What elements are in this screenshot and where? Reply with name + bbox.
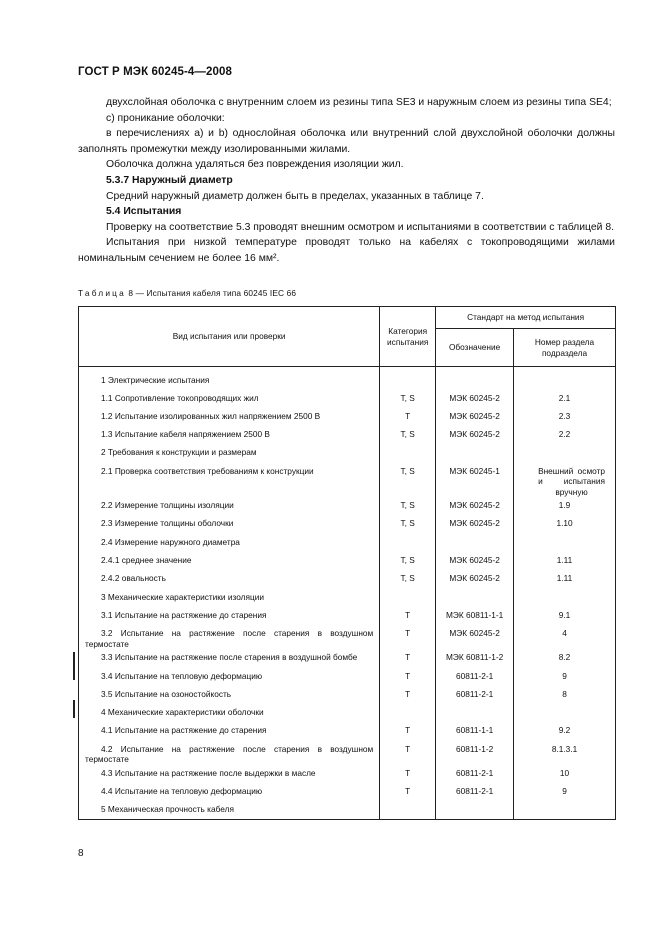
section-cell: 1.9 bbox=[514, 497, 616, 515]
section-cell: 1.11 bbox=[514, 552, 616, 570]
table-row bbox=[79, 625, 616, 649]
category-cell bbox=[380, 534, 436, 552]
section-cell bbox=[514, 801, 616, 819]
table-caption bbox=[78, 288, 296, 298]
designation-cell: МЭК 60245-2 bbox=[436, 497, 514, 515]
category-cell: T bbox=[380, 607, 436, 625]
test-name-cell: 3.1 Испытание на растяжение до старения bbox=[79, 607, 380, 625]
header-designation: Обозначение bbox=[436, 329, 514, 367]
test-name-cell: 4 Механические характеристики оболочки bbox=[79, 704, 380, 722]
section-cell: 9 bbox=[514, 668, 616, 686]
margin-change-mark bbox=[73, 652, 75, 680]
category-cell: T, S bbox=[380, 426, 436, 444]
header-test-name: Вид испытания или проверки bbox=[79, 307, 380, 367]
designation-cell: МЭК 60245-2 bbox=[436, 426, 514, 444]
body-text bbox=[78, 95, 615, 267]
test-name-cell: 2.4 Измерение наружного диаметра bbox=[79, 534, 380, 552]
test-name-cell: 4.1 Испытание на растяжение до старения bbox=[79, 722, 380, 740]
designation-cell bbox=[436, 589, 514, 607]
table-row bbox=[79, 408, 616, 426]
designation-cell: 60811-2-1 bbox=[436, 783, 514, 801]
paragraph: Испытания при низкой температуре проводят только на кабелях с токопроводящими жилами номинальным сечением не более 16 мм². bbox=[78, 237, 615, 264]
section-cell: 9 bbox=[514, 783, 616, 801]
paragraph: Средний наружный диаметр должен быть в пределах, указанных в таблице 7. bbox=[106, 190, 484, 202]
category-cell: T bbox=[380, 649, 436, 667]
paragraph: Оболочка должна удаляться без повреждения изоляции жил. bbox=[106, 159, 404, 171]
header-section: Номер раздела подраздела bbox=[514, 329, 616, 367]
caption-text: 8 — Испытания кабеля типа 60245 IEC 66 bbox=[128, 288, 297, 298]
section-cell: 4 bbox=[514, 625, 616, 649]
designation-cell bbox=[436, 534, 514, 552]
section-cell: 8 bbox=[514, 686, 616, 704]
category-cell: T, S bbox=[380, 497, 436, 515]
category-cell: T, S bbox=[380, 515, 436, 533]
test-name-cell: 5 Механическая прочность кабеля bbox=[79, 801, 380, 819]
table-row bbox=[79, 668, 616, 686]
category-cell bbox=[380, 444, 436, 462]
header-standard: Стандарт на метод испытания bbox=[436, 307, 616, 329]
table-row bbox=[79, 765, 616, 783]
table-row bbox=[79, 367, 616, 390]
category-cell: T bbox=[380, 686, 436, 704]
designation-cell: МЭК 60245-2 bbox=[436, 408, 514, 426]
test-name-cell: 2.1 Проверка соответствия требованиям к конструкции bbox=[79, 463, 380, 498]
test-name-cell: 4.4 Испытание на тепловую деформацию bbox=[79, 783, 380, 801]
category-cell bbox=[380, 589, 436, 607]
table-row bbox=[79, 722, 616, 740]
designation-cell bbox=[436, 704, 514, 722]
section-cell: 9.1 bbox=[514, 607, 616, 625]
test-name-cell: 1.2 Испытание изолированных жил напряжением 2500 В bbox=[79, 408, 380, 426]
category-cell: T bbox=[380, 722, 436, 740]
document-header: ГОСТ Р МЭК 60245-4—2008 bbox=[78, 66, 232, 78]
paragraph: двухслойная оболочка с внутренним слоем из резины типа SE3 и наружным слоем из резины типа SE4; bbox=[106, 97, 612, 108]
section-heading: 5.3.7 Наружный диаметр bbox=[106, 174, 233, 186]
category-cell: T bbox=[380, 765, 436, 783]
page-number: 8 bbox=[78, 848, 84, 859]
table-row bbox=[79, 444, 616, 462]
test-name-cell: 3.4 Испытание на тепловую деформацию bbox=[79, 668, 380, 686]
table-row bbox=[79, 649, 616, 667]
test-name-cell: 2 Требования к конструкции и размерам bbox=[79, 444, 380, 462]
section-cell: 10 bbox=[514, 765, 616, 783]
table-row bbox=[79, 801, 616, 819]
designation-cell: МЭК 60245-1 bbox=[436, 463, 514, 498]
table-row bbox=[79, 534, 616, 552]
designation-cell bbox=[436, 367, 514, 390]
table-row bbox=[79, 497, 616, 515]
designation-cell: МЭК 60245-2 bbox=[436, 625, 514, 649]
table-row bbox=[79, 704, 616, 722]
section-cell bbox=[514, 534, 616, 552]
designation-cell: МЭК 60245-2 bbox=[436, 390, 514, 408]
designation-cell bbox=[436, 444, 514, 462]
designation-cell: 60811-2-1 bbox=[436, 765, 514, 783]
test-name-cell: 3.5 Испытание на озоностойкость bbox=[79, 686, 380, 704]
header-category: Категория испытания bbox=[380, 307, 436, 367]
test-name-cell: 3.3 Испытание на растяжение после старения в воздушной бомбе bbox=[79, 649, 380, 667]
category-cell bbox=[380, 704, 436, 722]
test-name-cell: 4.3 Испытание на растяжение после выдержки в масле bbox=[79, 765, 380, 783]
table-row bbox=[79, 515, 616, 533]
table-row bbox=[79, 607, 616, 625]
test-name-cell: 1 Электрические испытания bbox=[79, 367, 380, 390]
category-cell: T, S bbox=[380, 570, 436, 588]
designation-cell bbox=[436, 801, 514, 819]
test-name-cell: 3.2 Испытание на растяжение после старения в воздушном термостате bbox=[79, 625, 380, 649]
category-cell: T bbox=[380, 668, 436, 686]
section-cell: 8.2 bbox=[514, 649, 616, 667]
designation-cell: МЭК 60245-2 bbox=[436, 552, 514, 570]
table-row bbox=[79, 589, 616, 607]
section-cell: 2.2 bbox=[514, 426, 616, 444]
margin-change-mark bbox=[73, 700, 75, 718]
section-cell: 1.10 bbox=[514, 515, 616, 533]
table-row bbox=[79, 463, 616, 498]
designation-cell: 60811-2-1 bbox=[436, 668, 514, 686]
table-row bbox=[79, 426, 616, 444]
section-heading: 5.4 Испытания bbox=[106, 206, 182, 218]
category-cell bbox=[380, 367, 436, 390]
category-cell: T, S bbox=[380, 552, 436, 570]
designation-cell: 60811-2-1 bbox=[436, 686, 514, 704]
category-cell: T bbox=[380, 408, 436, 426]
section-cell: 8.1.3.1 bbox=[514, 741, 616, 765]
test-name-cell: 3 Механические характеристики изоляции bbox=[79, 589, 380, 607]
category-cell: T, S bbox=[380, 463, 436, 498]
category-cell: T bbox=[380, 783, 436, 801]
table-row bbox=[79, 570, 616, 588]
section-cell: 2.3 bbox=[514, 408, 616, 426]
category-cell: T, S bbox=[380, 390, 436, 408]
test-name-cell: 2.4.2 овальность bbox=[79, 570, 380, 588]
test-name-cell: 4.2 Испытание на растяжение после старения в воздушном термостате bbox=[79, 741, 380, 765]
category-cell: T bbox=[380, 741, 436, 765]
test-name-cell: 2.2 Измерение толщины изоляции bbox=[79, 497, 380, 515]
table-row bbox=[79, 552, 616, 570]
section-cell: Внешний осмотр и испытания вручную bbox=[514, 463, 616, 498]
designation-cell: МЭК 60245-2 bbox=[436, 515, 514, 533]
designation-cell: МЭК 60811-1-2 bbox=[436, 649, 514, 667]
paragraph: в перечислениях а) и b) однослойная оболочка или внутренний слой двухслойной оболочки должны заполнять промежутки между изолированными жилами. bbox=[78, 128, 615, 155]
test-name-cell: 2.3 Измерение толщины оболочки bbox=[79, 515, 380, 533]
category-cell: T bbox=[380, 625, 436, 649]
section-cell bbox=[514, 589, 616, 607]
test-name-cell: 1.1 Сопротивление токопроводящих жил bbox=[79, 390, 380, 408]
designation-cell: 60811-1-1 bbox=[436, 722, 514, 740]
table-row bbox=[79, 390, 616, 408]
section-cell: 2.1 bbox=[514, 390, 616, 408]
section-cell: 9.2 bbox=[514, 722, 616, 740]
section-cell bbox=[514, 367, 616, 390]
test-name-cell: 1.3 Испытание кабеля напряжением 2500 В bbox=[79, 426, 380, 444]
category-cell bbox=[380, 801, 436, 819]
paragraph: Проверку на соответствие 5.3 проводят внешним осмотром и испытаниями в соответствии с таблицей 8. bbox=[106, 221, 615, 233]
tests-table bbox=[78, 306, 616, 820]
designation-cell: МЭК 60245-2 bbox=[436, 570, 514, 588]
table-row bbox=[79, 783, 616, 801]
designation-cell: МЭК 60811-1-1 bbox=[436, 607, 514, 625]
test-name-cell: 2.4.1 среднее значение bbox=[79, 552, 380, 570]
caption-label: Таблица bbox=[78, 288, 126, 298]
paragraph: c) проникание оболочки: bbox=[106, 112, 225, 124]
section-cell: 1.11 bbox=[514, 570, 616, 588]
table-row bbox=[79, 741, 616, 765]
designation-cell: 60811-1-2 bbox=[436, 741, 514, 765]
table-row bbox=[79, 686, 616, 704]
section-cell bbox=[514, 444, 616, 462]
section-cell bbox=[514, 704, 616, 722]
